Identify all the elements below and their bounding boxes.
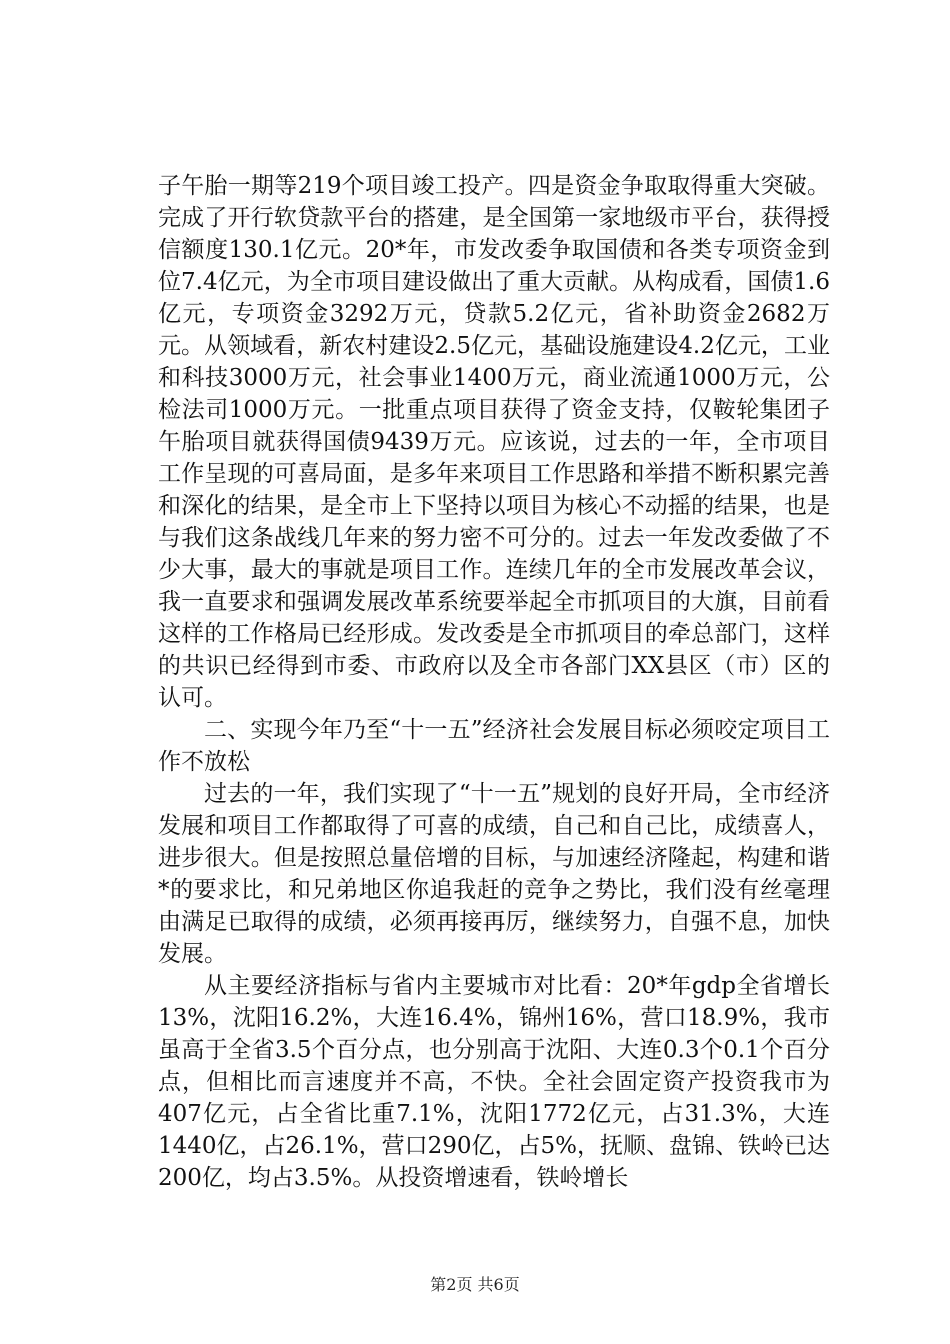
paragraph-1: 子午胎一期等219个项目竣工投产。四是资金争取取得重大突破。完成了开行软贷款平台的搭建，是全国第一家地级市平台，获得授信额度130.1亿元。20*年，市发改委争取国债和各类专项资金到位7.4亿元，为全市项目建设做出了重大贡献。从构成看，国债1.6亿元，专项资金3292万元，贷款5.2亿元，省补助资金2682万元。从领域看，新农村建设2.5亿元，基础设施建设4.2亿元，工业和科技3000万元，社会事业1400万元，商业流通1000万元，公检法司1000万元。一批重点项目获得了资金支持，仅鞍轮集团子午胎项目就获得国债9439万元。应该说，过去的一年，全市项目工作呈现的可喜局面，是多年来项目工作思路和举措不断积累完善和深化的结果，是全市上下坚持以项目为核心不动摇的结果，也是与我们这条战线几年来的努力密不可分的。过去一年发改委做了不少大事，最大的事就是项目工作。连续几年的全市发展改革会议，我一直要求和强调发展改革系统要举起全市抓项目的大旗，目前看这样的工作格局已经形成。发改委是全市抓项目的牵总部门，这样的共识已经得到市委、市政府以及全市各部门XX县区（市）区的认可。 (158, 173, 830, 711)
section-heading-2: 二、实现今年乃至“十一五”经济社会发展目标必须咬定项目工作不放松 (158, 717, 830, 775)
page-number-footer: 第2页 共6页 (430, 1275, 520, 1294)
paragraph-3: 过去的一年，我们实现了“十一五”规划的良好开局，全市经济发展和项目工作都取得了可喜的成绩，自己和自己比，成绩喜人，进步很大。但是按照总量倍增的目标，与加速经济隆起，构建和谐*的要求比，和兄弟地区你追我赶的竞争之势比，我们没有丝毫理由满足已取得的成绩，必须再接再厉，继续努力，自强不息，加快发展。 (158, 781, 830, 967)
document-body (158, 170, 830, 1194)
paragraph-4: 从主要经济指标与省内主要城市对比看：20*年gdp全省增长13%，沈阳16.2%，大连16.4%，锦州16%，营口18.9%，我市虽高于全省3.5个百分点，也分别高于沈阳、大连0.3个0.1个百分点，但相比而言速度并不高，不快。全社会固定资产投资我市为407亿元，占全省比重7.1%，沈阳1772亿元，占31.3%，大连1440亿，占26.1%，营口290亿，占5%，抚顺、盘锦、铁岭已达200亿，均占3.5%。从投资增速看，铁岭增长 (158, 973, 830, 1191)
